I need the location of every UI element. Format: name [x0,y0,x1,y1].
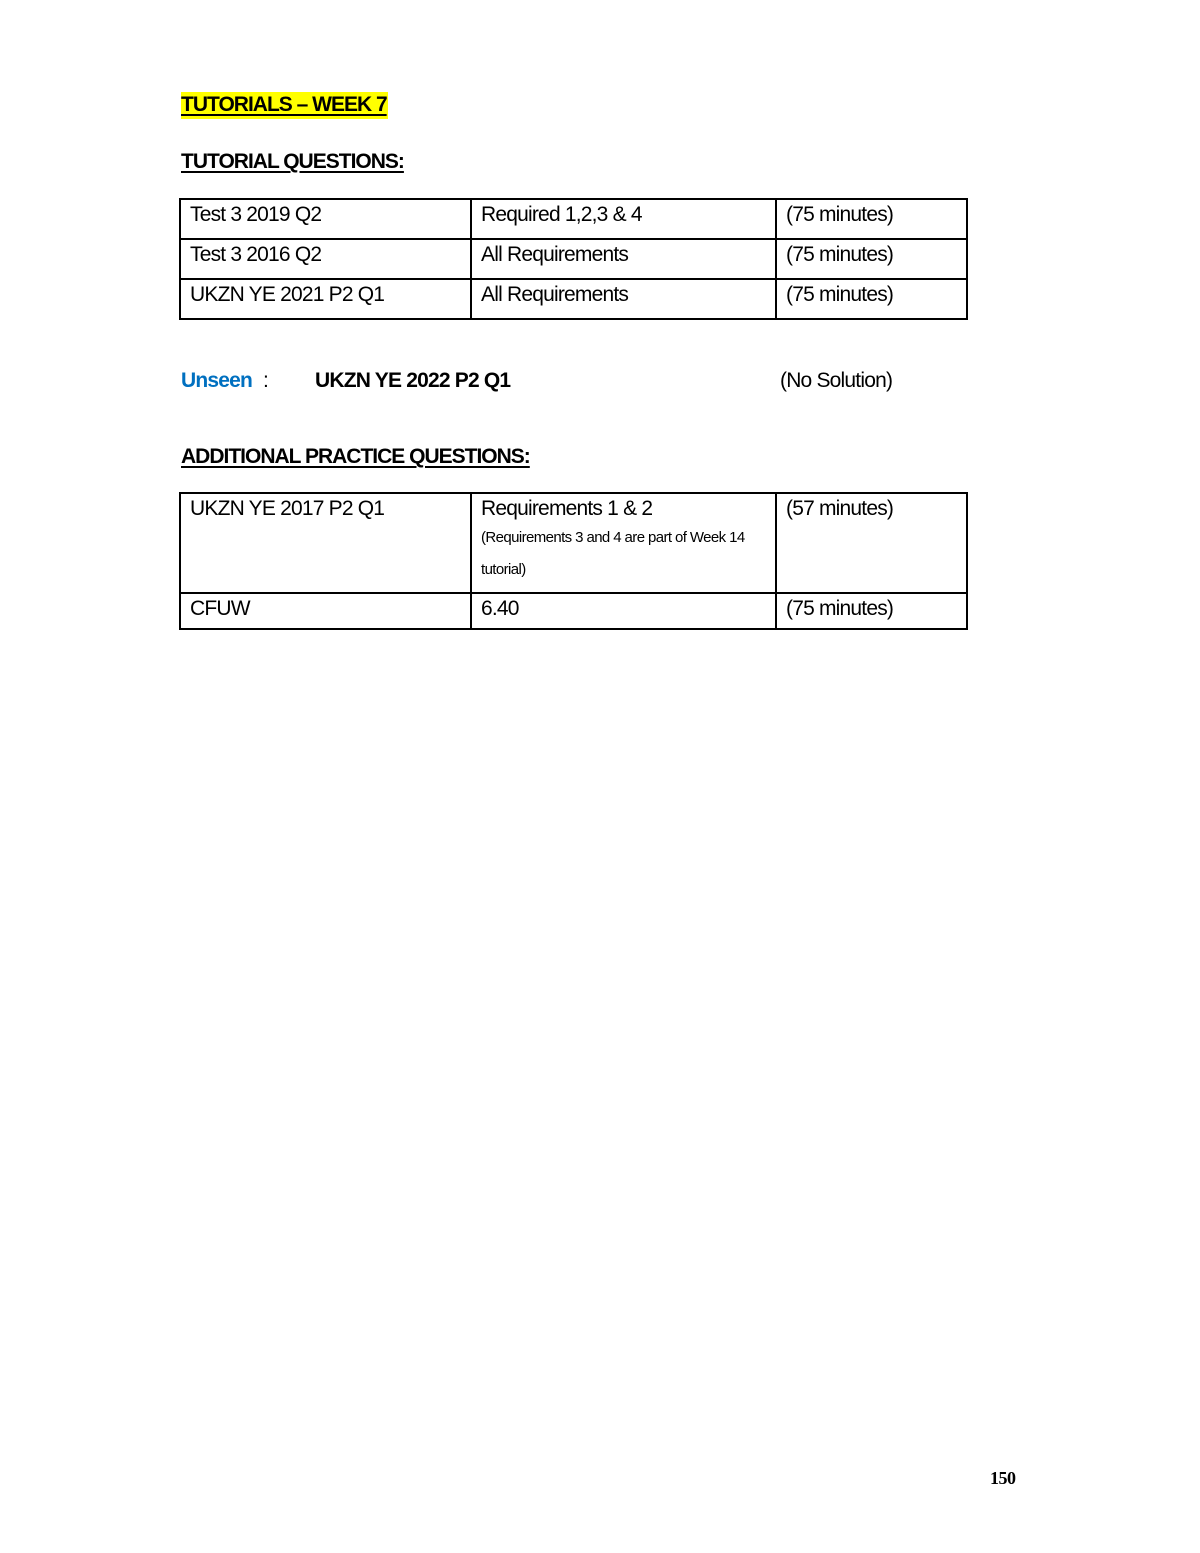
table-row [180,199,967,239]
question-source-cell: UKZN YE 2017 P2 Q1 [180,493,471,593]
time-cell: (75 minutes) [776,199,967,239]
unseen-colon: : [263,369,269,392]
title-highlight: TUTORIALS – WEEK 7 [181,92,388,119]
question-source-cell: Test 3 2016 Q2 [180,239,471,279]
time-cell: (75 minutes) [776,239,967,279]
page-title [181,93,388,117]
page-number: 150 [990,1468,1016,1488]
no-solution-note: (No Solution) [780,369,893,392]
requirement-cell: Required 1,2,3 & 4 [471,199,776,239]
table-row [180,593,967,629]
requirement-cell [471,493,776,593]
table-row [180,239,967,279]
question-source-cell: Test 3 2019 Q2 [180,199,471,239]
unseen-label: Unseen [181,369,253,392]
time-cell: (57 minutes) [776,493,967,593]
additional-practice-heading: ADDITIONAL PRACTICE QUESTIONS: [181,445,530,468]
table-row [180,493,967,593]
requirement-cell: All Requirements [471,279,776,319]
tutorial-questions-table [179,198,968,320]
requirement-cell: All Requirements [471,239,776,279]
time-cell: (75 minutes) [776,279,967,319]
unseen-question-line [181,369,961,399]
requirement-text: Requirements 1 & 2 [481,497,653,520]
requirement-cell: 6.40 [471,593,776,629]
table-row [180,279,967,319]
question-source-cell: UKZN YE 2021 P2 Q1 [180,279,471,319]
tutorial-questions-heading: TUTORIAL QUESTIONS: [181,150,404,173]
additional-practice-table [179,492,968,630]
question-source-cell: CFUW [180,593,471,629]
requirement-note: (Requirements 3 and 4 are part of Week 14 tutorial) [481,529,745,578]
time-cell: (75 minutes) [776,593,967,629]
unseen-question-title: UKZN YE 2022 P2 Q1 [315,369,511,392]
